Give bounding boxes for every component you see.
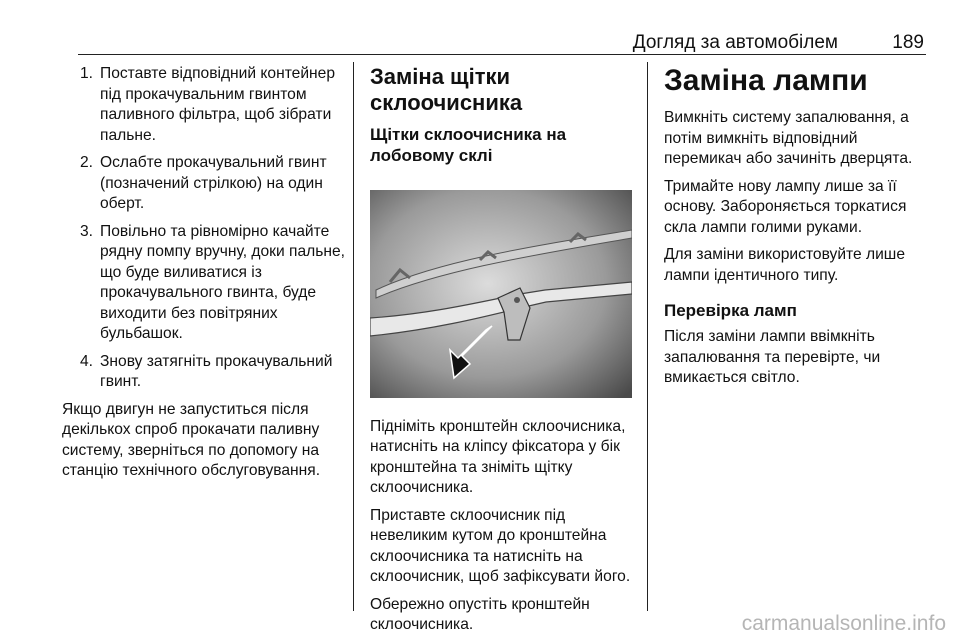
list-item: 4. Знову затягніть прокачувальний гвинт. [80,352,333,390]
lamp-heading: Заміна лампи [664,64,868,97]
windscreen-wiper-subheading: Щітки склоочисника на лобовому склі [370,125,567,165]
instruction-paragraph: Тримайте нову лампу лише за її основу. Забороняється торкатися скла лампи голими руками. [664,177,907,236]
watermark: carmanualsonline.info [741,612,946,635]
section-title: Догляд за автомобілем [632,32,838,53]
instruction-paragraph: Підніміть кронштейн склоочисника, натисніть на кліпсу фіксатора у бік кронштейна та зніміть щітку склоочисника. [370,417,626,496]
service-note: Якщо двигун не запуститься після декількох спроб прокачати паливну систему, зверніться по допомогу на станцію технічного обслуговування. [62,400,321,479]
column-3 [664,64,926,396]
list-item: 3. Повільно та рівномірно качайте рядну помпу вручну, доки пальне, що буде виливатися із прокачувального гвинта, буде виходити без повітряних бульбашок. [80,222,345,342]
column-1 [62,64,346,489]
instruction-paragraph: Приставте склоочисник під невеликим кутом до кронштейна склоочисника та натисніть на склоочисник, щоб зафіксувати його. [370,506,631,585]
wiper-heading: Заміна щітки склоочисника [370,64,523,115]
column-divider-1 [353,62,354,611]
page-header [78,32,924,52]
list-item: 1. Поставте відповідний контейнер під прокачувальним гвинтом паливного фільтра, щоб зібрати пальне. [80,65,335,144]
lamp-check-subheading: Перевірка ламп [664,301,797,320]
page-number: 189 [892,32,924,53]
instruction-paragraph: Обережно опустіть кронштейн склоочисника. [370,595,590,633]
header-rule [78,54,926,55]
fuel-bleed-steps [62,64,346,393]
wiper-arm-illustration [370,190,632,398]
instruction-paragraph: Для заміни використовуйте лише лампи ідентичного типу. [664,246,905,284]
instruction-paragraph: Вимкніть систему запалювання, а потім вимкніть відповідний перемикач або зачиніть дверцята. [664,109,913,167]
column-divider-2 [647,62,648,611]
list-item: 2. Ослабте прокачувальний гвинт (позначений стрілкою) на один оберт. [80,154,327,212]
column-2 [370,64,640,643]
instruction-paragraph: Після заміни лампи ввімкніть запалювання та перевірте, чи вмикається світло. [664,328,881,386]
